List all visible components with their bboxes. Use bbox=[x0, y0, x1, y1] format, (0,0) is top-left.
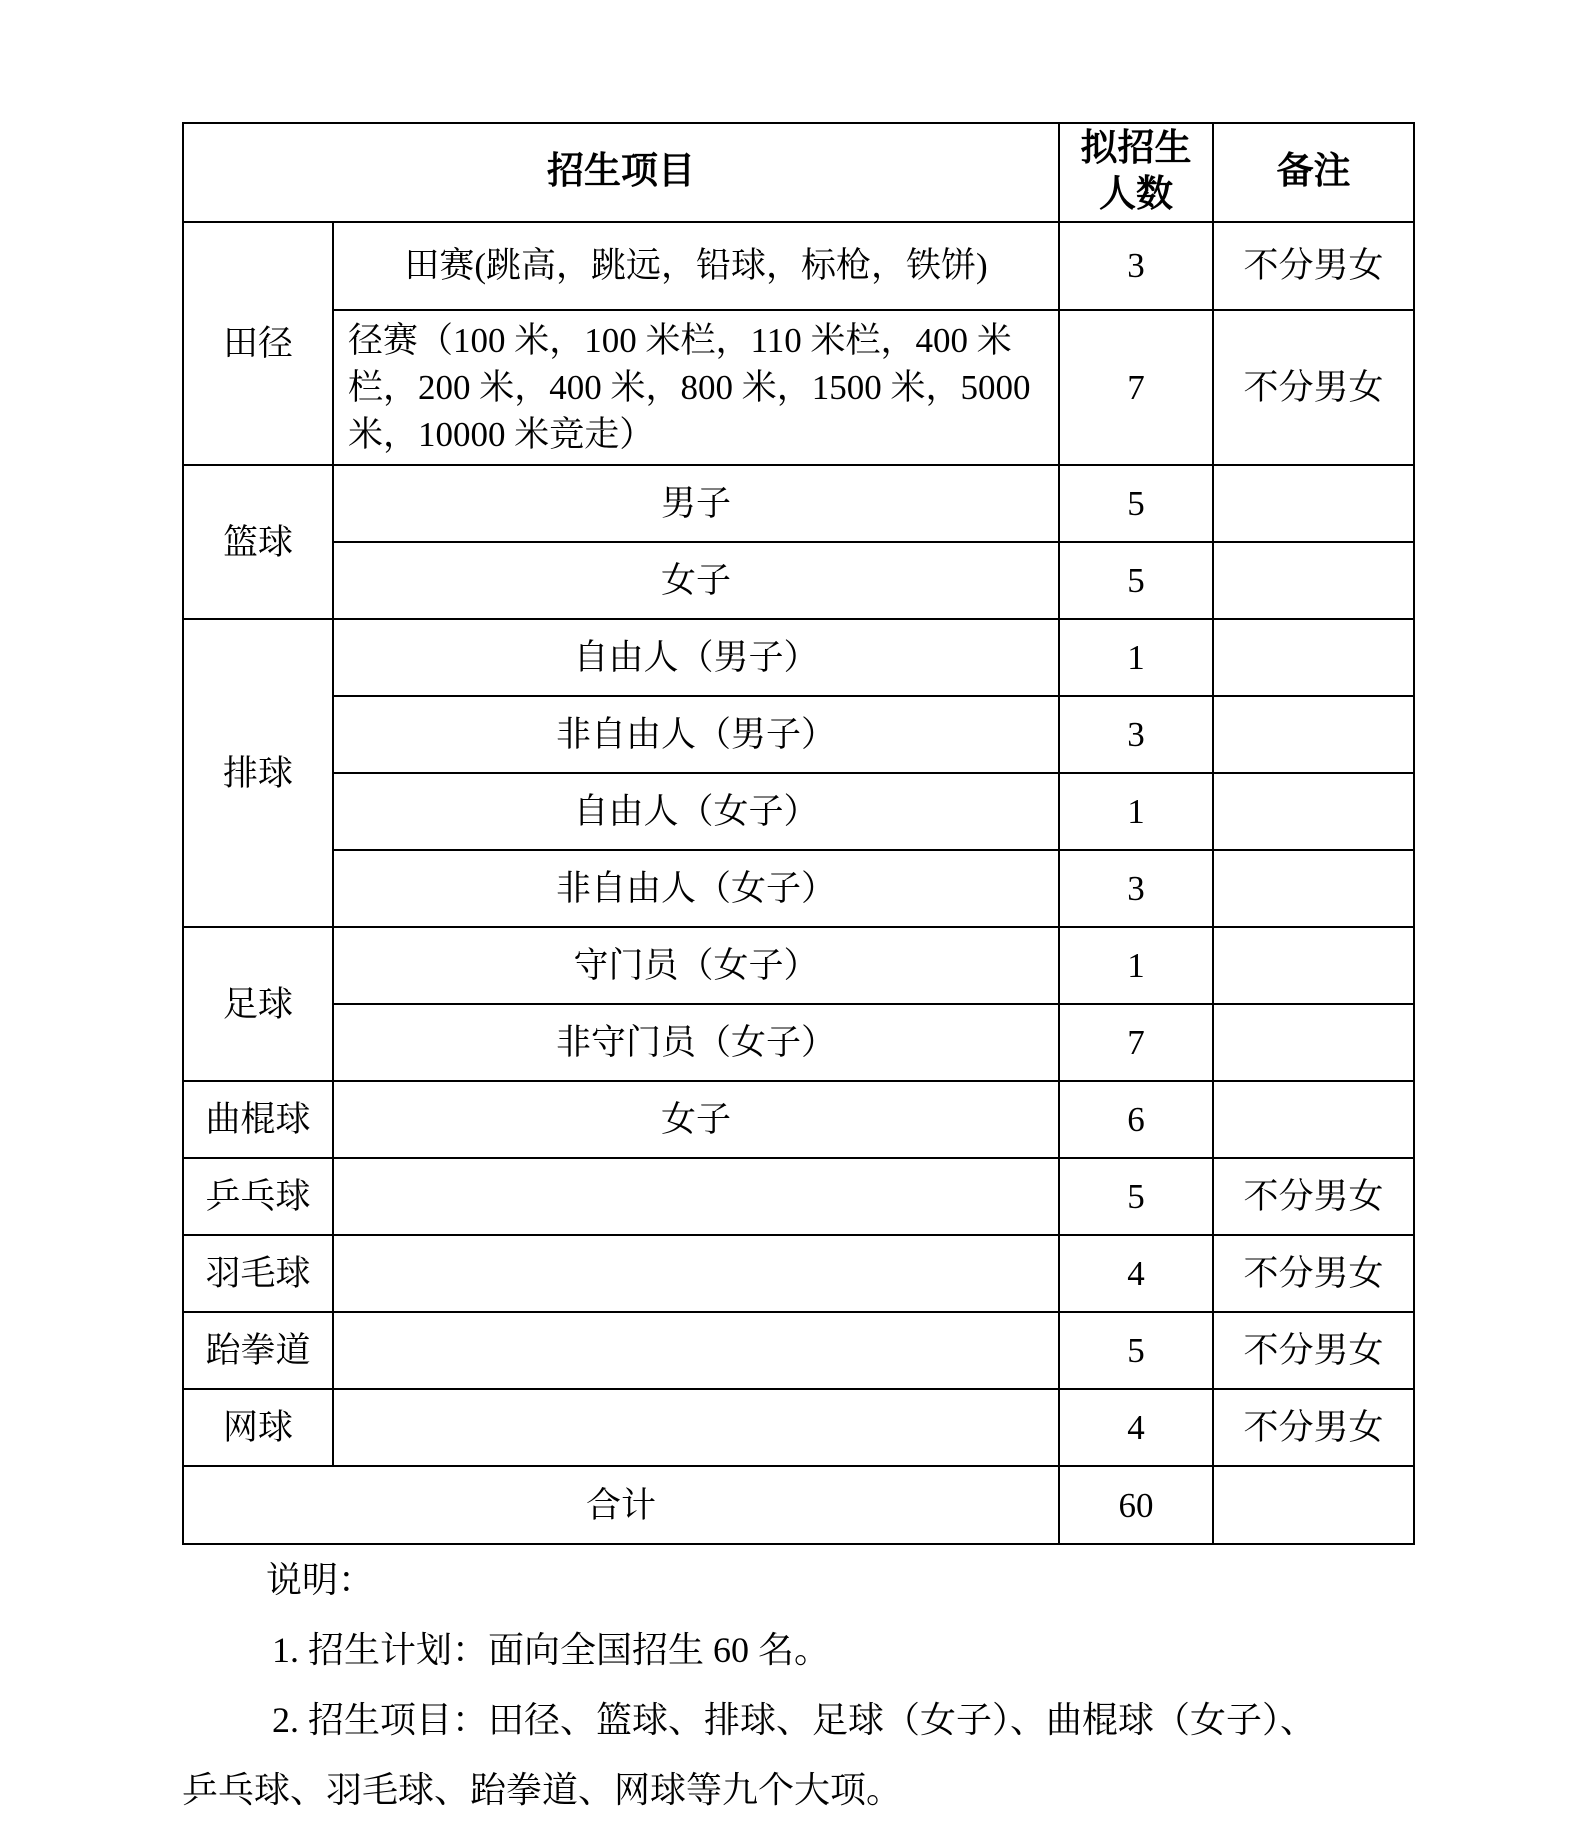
table-row bbox=[183, 222, 1414, 310]
remark-cell bbox=[1213, 696, 1414, 773]
table-row bbox=[183, 1081, 1414, 1158]
item-cell: 女子 bbox=[333, 1081, 1059, 1158]
header-count-cell bbox=[1059, 123, 1213, 222]
note-line: 乒乓球、羽毛球、跆拳道、网球等九个大项。 bbox=[182, 1770, 903, 1810]
sport-cell: 乒乓球 bbox=[183, 1158, 333, 1235]
header-row bbox=[183, 123, 1414, 222]
enrollment-table bbox=[182, 122, 1415, 1545]
table-row bbox=[183, 1235, 1414, 1312]
remark-cell: 不分男女 bbox=[1213, 1158, 1414, 1235]
table-footer bbox=[183, 1466, 1414, 1544]
remark-cell bbox=[1213, 465, 1414, 542]
notes-section bbox=[182, 1545, 1422, 1825]
item-cell: 非自由人（女子） bbox=[333, 850, 1059, 927]
sport-cell: 网球 bbox=[183, 1389, 333, 1466]
remark-cell bbox=[1213, 542, 1414, 619]
count-cell: 5 bbox=[1059, 1158, 1213, 1235]
remark-cell bbox=[1213, 773, 1414, 850]
count-cell: 1 bbox=[1059, 619, 1213, 696]
item-cell: 自由人（男子） bbox=[333, 619, 1059, 696]
table-row bbox=[183, 773, 1414, 850]
remark-cell: 不分男女 bbox=[1213, 1389, 1414, 1466]
sport-cell: 曲棍球 bbox=[183, 1081, 333, 1158]
remark-cell: 不分男女 bbox=[1213, 222, 1414, 310]
table-row bbox=[183, 1389, 1414, 1466]
sport-cell: 篮球 bbox=[183, 465, 333, 619]
sport-cell: 排球 bbox=[183, 619, 333, 927]
remark-cell: 不分男女 bbox=[1213, 1312, 1414, 1389]
item-cell bbox=[333, 1158, 1059, 1235]
sport-cell: 足球 bbox=[183, 927, 333, 1081]
count-cell: 3 bbox=[1059, 850, 1213, 927]
item-cell bbox=[333, 1389, 1059, 1466]
total-remark-cell bbox=[1213, 1466, 1414, 1544]
table-row bbox=[183, 465, 1414, 542]
count-cell: 7 bbox=[1059, 310, 1213, 466]
count-cell: 4 bbox=[1059, 1389, 1213, 1466]
table-row bbox=[183, 927, 1414, 1004]
table-row bbox=[183, 310, 1414, 466]
note-line: 2. 招生项目：田径、篮球、排球、足球（女子）、曲棍球（女子）、 bbox=[272, 1700, 1317, 1740]
header-remark-cell: 备注 bbox=[1213, 123, 1414, 222]
count-cell: 6 bbox=[1059, 1081, 1213, 1158]
table-row bbox=[183, 542, 1414, 619]
header-program-cell: 招生项目 bbox=[183, 123, 1059, 222]
note-line: 1. 招生计划：面向全国招生 60 名。 bbox=[272, 1630, 831, 1670]
count-cell: 1 bbox=[1059, 773, 1213, 850]
item-cell bbox=[333, 1235, 1059, 1312]
header-count-line1: 拟招生 bbox=[1080, 128, 1192, 169]
item-cell: 非自由人（男子） bbox=[333, 696, 1059, 773]
notes-title: 说明： bbox=[266, 1560, 375, 1600]
table-row bbox=[183, 619, 1414, 696]
table-row bbox=[183, 1312, 1414, 1389]
remark-cell bbox=[1213, 850, 1414, 927]
header-count-line2: 人数 bbox=[1099, 174, 1173, 216]
item-cell: 男子 bbox=[333, 465, 1059, 542]
count-cell: 5 bbox=[1059, 1312, 1213, 1389]
sport-cell: 羽毛球 bbox=[183, 1235, 333, 1312]
count-cell: 5 bbox=[1059, 542, 1213, 619]
item-cell: 守门员（女子） bbox=[333, 927, 1059, 1004]
table-row bbox=[183, 1004, 1414, 1081]
remark-cell bbox=[1213, 927, 1414, 1004]
total-label-cell: 合计 bbox=[183, 1466, 1059, 1544]
remark-cell bbox=[1213, 1081, 1414, 1158]
table-row bbox=[183, 1158, 1414, 1235]
count-cell: 1 bbox=[1059, 927, 1213, 1004]
table-row bbox=[183, 696, 1414, 773]
remark-cell bbox=[1213, 619, 1414, 696]
item-cell: 田赛(跳高，跳远，铅球，标枪，铁饼) bbox=[333, 222, 1059, 310]
item-cell: 非守门员（女子） bbox=[333, 1004, 1059, 1081]
table-row bbox=[183, 850, 1414, 927]
total-row bbox=[183, 1466, 1414, 1544]
item-cell bbox=[333, 1312, 1059, 1389]
count-cell: 3 bbox=[1059, 696, 1213, 773]
count-cell: 5 bbox=[1059, 465, 1213, 542]
sport-cell: 跆拳道 bbox=[183, 1312, 333, 1389]
remark-cell: 不分男女 bbox=[1213, 310, 1414, 466]
count-cell: 7 bbox=[1059, 1004, 1213, 1081]
remark-cell bbox=[1213, 1004, 1414, 1081]
total-count-cell: 60 bbox=[1059, 1466, 1213, 1544]
count-cell: 4 bbox=[1059, 1235, 1213, 1312]
item-cell: 女子 bbox=[333, 542, 1059, 619]
sport-cell: 田径 bbox=[183, 222, 333, 466]
table-body bbox=[183, 222, 1414, 1467]
count-cell: 3 bbox=[1059, 222, 1213, 310]
item-cell: 径赛（100 米，100 米栏，110 米栏，400 米栏，200 米，400 米，800 米，1500 米，5000 米，10000 米竞走） bbox=[333, 310, 1059, 466]
item-cell: 自由人（女子） bbox=[333, 773, 1059, 850]
table-header bbox=[183, 123, 1414, 222]
remark-cell: 不分男女 bbox=[1213, 1235, 1414, 1312]
